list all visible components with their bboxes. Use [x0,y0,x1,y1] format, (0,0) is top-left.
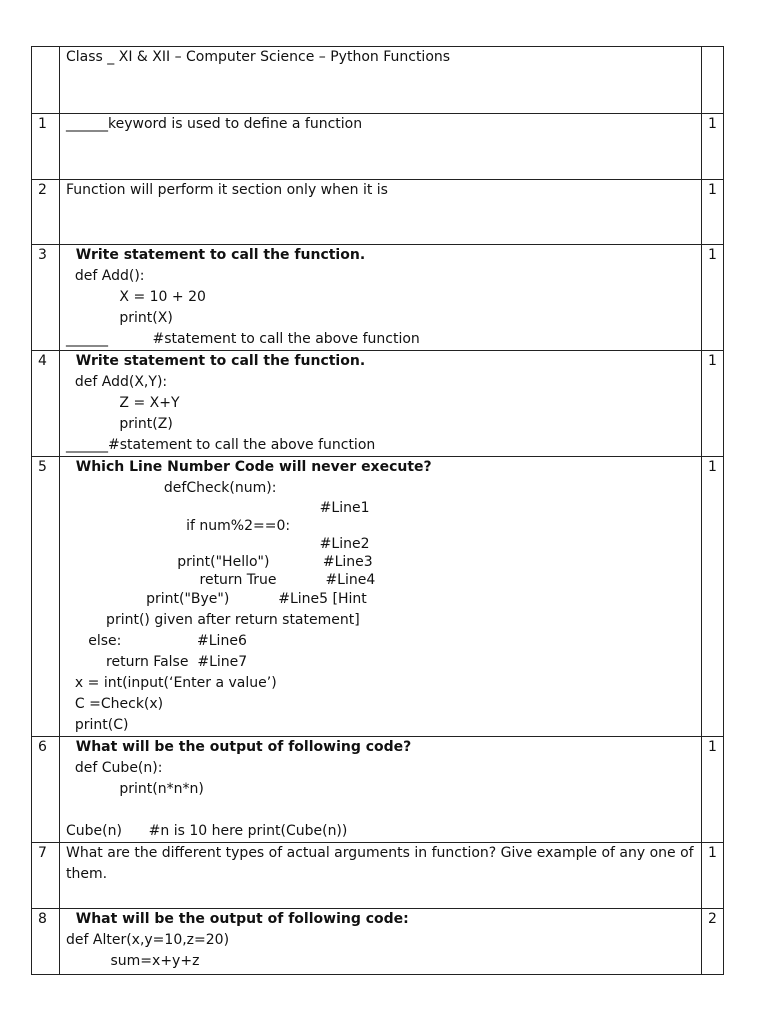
question-row [32,909,724,975]
code-line [66,800,697,821]
code-line: Z = X+Y [66,395,180,411]
question-heading: What will be the output of following code: [66,911,409,927]
code-line: ______#statement to call the above function [66,437,376,453]
question-line: What are the different types of actual arguments in function? Give example of any one of them. [66,845,694,882]
code-line: print(X) [66,310,173,326]
header-marks-cell [702,47,724,114]
question-text [60,114,702,180]
code-line: C =Check(x) [66,696,164,712]
question-marks: 1 [702,457,724,737]
question-marks: 1 [702,843,724,909]
question-text [60,457,702,737]
question-number: 1 [32,114,60,180]
code-line: x = int(input(‘Enter a value’) [66,675,277,691]
question-marks: 2 [702,909,724,975]
code-line: return False #Line7 [66,654,248,670]
question-text [60,737,702,843]
code-line: def Cube(n): [66,760,163,776]
question-number: 6 [32,737,60,843]
code-line: def Add(): [66,268,145,284]
question-table [31,46,724,975]
code-line: print(Z) [66,416,173,432]
worksheet [31,46,724,975]
question-row [32,180,724,245]
code-line: defCheck(num): [66,480,277,496]
question-row [32,843,724,909]
question-heading: Write statement to call the function. [66,353,366,369]
code-line: print(C) [66,717,129,733]
question-text [60,245,702,351]
question-line: ______keyword is used to define a function [66,116,363,132]
code-line: #Line2 [66,536,370,552]
header-row [32,47,724,114]
question-row [32,457,724,737]
question-text [60,843,702,909]
code-line: print() given after return statement] [66,612,360,628]
question-number: 2 [32,180,60,245]
question-heading: Which Line Number Code will never execute? [66,459,432,475]
question-number: 3 [32,245,60,351]
code-line: print(n*n*n) [66,781,204,797]
question-number: 4 [32,351,60,457]
code-line: else: #Line6 [66,633,247,649]
question-number: 5 [32,457,60,737]
code-line: def Alter(x,y=10,z=20) [66,932,230,948]
question-heading: Write statement to call the function. [66,247,366,263]
question-marks: 1 [702,351,724,457]
question-marks: 1 [702,245,724,351]
question-line: Function will perform it section only when it is [66,182,388,198]
header-number-cell [32,47,60,114]
question-marks: 1 [702,114,724,180]
code-line: if num%2==0: [66,518,291,534]
code-line: return True #Line4 [66,572,376,588]
question-row [32,114,724,180]
code-line: print("Hello") #Line3 [66,554,373,570]
question-marks: 1 [702,180,724,245]
question-number: 7 [32,843,60,909]
code-line: Cube(n) #n is 10 here print(Cube(n)) [66,823,348,839]
question-row [32,737,724,843]
question-number: 8 [32,909,60,975]
question-text [60,180,702,245]
question-row [32,245,724,351]
code-line: ______ #statement to call the above function [66,331,420,347]
code-line: #Line1 [66,500,370,516]
code-line: X = 10 + 20 [66,289,206,305]
question-text [60,909,702,975]
question-heading: What will be the output of following code? [66,739,412,755]
code-line: def Add(X,Y): [66,374,168,390]
code-line: print("Bye") #Line5 [Hint [66,591,367,607]
question-text [60,351,702,457]
worksheet-title: Class _ XI & XII – Computer Science – Python Functions [60,47,702,114]
code-line: sum=x+y+z [66,953,200,969]
question-marks: 1 [702,737,724,843]
question-row [32,351,724,457]
